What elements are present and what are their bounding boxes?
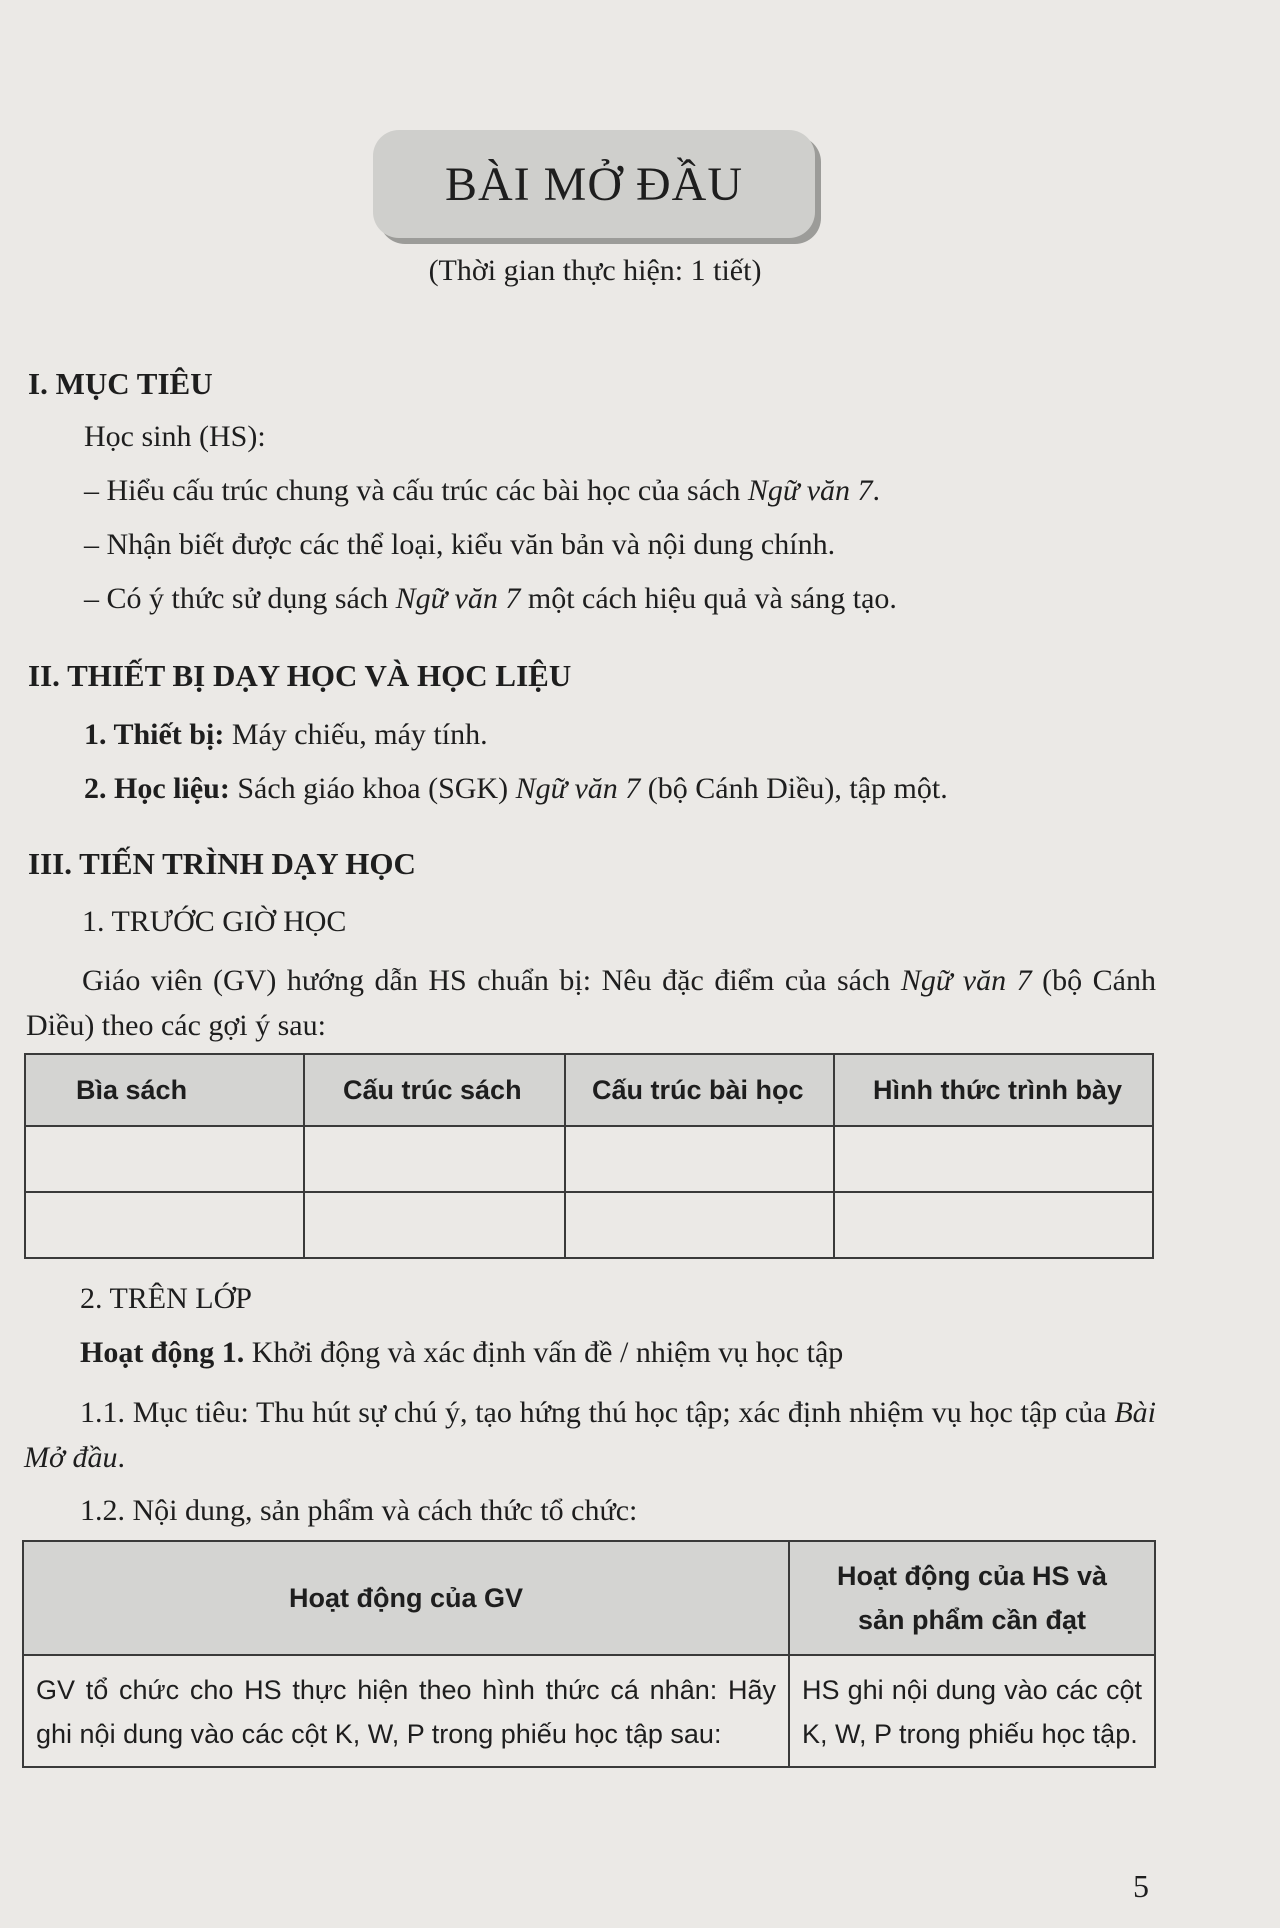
content-line: 1.2. Nội dung, sản phẩm và cách thức tổ chức: — [80, 1494, 638, 1527]
objective-item-3: – Có ý thức sử dụng sách Ngữ văn 7 một cách hiệu quả và sáng tạo. — [84, 582, 897, 615]
section-1-intro: Học sinh (HS): — [84, 420, 266, 453]
section-3-heading: III. TIẾN TRÌNH DẠY HỌC — [28, 846, 416, 881]
table-header-cell: Cấu trúc sách — [304, 1054, 565, 1126]
table-header-cell: Cấu trúc bài học — [565, 1054, 834, 1126]
table-header-cell: Hoạt động của GV — [23, 1541, 789, 1655]
lesson-title-box — [373, 130, 815, 238]
table-header-cell: Hình thức trình bày — [834, 1054, 1153, 1126]
table-header-cell: Bìa sách — [25, 1054, 304, 1126]
table-cell: HS ghi nội dung vào các cột K, W, P trong phiếu học tập. — [789, 1655, 1155, 1767]
materials-item: 2. Học liệu: Sách giáo khoa (SGK) Ngữ văn 7 (bộ Cánh Diều), tập một. — [84, 772, 948, 805]
in-class-heading: 2. TRÊN LỚP — [80, 1282, 252, 1315]
table-row — [23, 1655, 1155, 1767]
section-2-heading: II. THIẾT BỊ DẠY HỌC VÀ HỌC LIỆU — [28, 658, 572, 693]
lesson-title: BÀI MỞ ĐẦU — [445, 157, 743, 211]
activity-table — [22, 1540, 1156, 1768]
table-header-row — [23, 1541, 1155, 1655]
table-cell: GV tổ chức cho HS thực hiện theo hình thức cá nhân: Hãy ghi nội dung vào các cột K, W, P trong phiếu học tập sau: — [23, 1655, 789, 1767]
table-row — [25, 1126, 1153, 1192]
before-class-heading: 1. TRƯỚC GIỜ HỌC — [82, 905, 347, 938]
book-features-table — [24, 1053, 1154, 1259]
objective-item-1: – Hiểu cấu trúc chung và cấu trúc các bài học của sách Ngữ văn 7. — [84, 474, 881, 507]
table-header-row — [25, 1054, 1153, 1126]
page-number: 5 — [1133, 1868, 1149, 1904]
objective-item-2: – Nhận biết được các thể loại, kiểu văn bản và nội dung chính. — [84, 528, 836, 561]
table-header-cell: Hoạt động của HS và sản phẩm cần đạt — [789, 1541, 1155, 1655]
activity-goal-paragraph: 1.1. Mục tiêu: Thu hút sự chú ý, tạo hứng thú học tập; xác định nhiệm vụ học tập của Bài Mở đầu. — [24, 1396, 1156, 1474]
table-row — [25, 1192, 1153, 1258]
section-1-heading: I. MỤC TIÊU — [28, 366, 213, 401]
equipment-item: 1. Thiết bị: Máy chiếu, máy tính. — [84, 718, 488, 751]
lesson-subtitle: (Thời gian thực hiện: 1 tiết) — [428, 254, 762, 287]
activity-1-title: Hoạt động 1. Khởi động và xác định vấn đề / nhiệm vụ học tập — [80, 1336, 844, 1369]
before-class-paragraph: Giáo viên (GV) hướng dẫn HS chuẩn bị: Nêu đặc điểm của sách Ngữ văn 7 (bộ Cánh Diều) theo các gợi ý sau: — [26, 964, 1156, 1042]
